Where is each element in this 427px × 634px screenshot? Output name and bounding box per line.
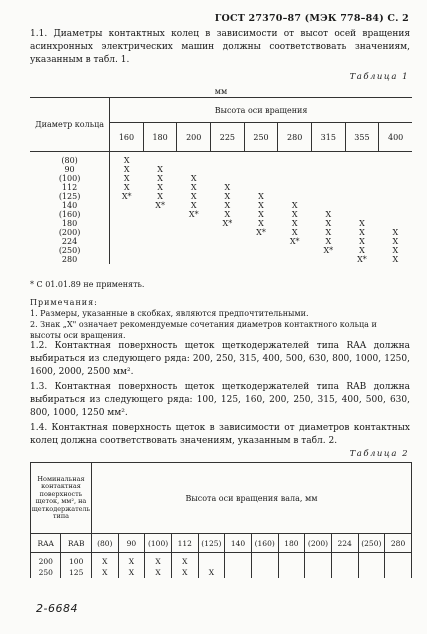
column-header: 400 [379, 123, 412, 152]
table-cell [143, 246, 177, 255]
table-cell: X [182, 557, 188, 566]
table-2-caption: Таблица 2 [349, 449, 409, 459]
table-cell [244, 183, 278, 192]
axis-height-header-2: Высота оси вращения вала, мм [91, 463, 411, 534]
table-cell [279, 556, 305, 567]
table-cell: X [392, 237, 399, 246]
table-cell [110, 255, 143, 264]
value-column [311, 152, 345, 265]
table-cell: X [325, 237, 332, 246]
table-cell [279, 567, 305, 578]
table-cell [278, 246, 312, 255]
table-cell [345, 174, 379, 183]
table-cell: X [182, 568, 188, 577]
raa-column [31, 553, 61, 579]
table-cell [311, 192, 345, 201]
column-header: 90 [118, 534, 145, 553]
column-header: 225 [211, 123, 245, 152]
table-cell: X [224, 192, 231, 201]
diameter-value: 90 [64, 165, 75, 174]
table-cell [143, 219, 177, 228]
table-cell [177, 237, 211, 246]
table-cell [110, 228, 143, 237]
value-column [385, 553, 412, 579]
table-cell [379, 219, 412, 228]
column-header: (250) [358, 534, 385, 553]
raa-value: 250 [38, 568, 53, 577]
table-cell [385, 556, 411, 567]
nominal-surface-header: Номинальная контактная поверхность щеток, мм², на щеткодержатель типа [31, 463, 92, 534]
table-cell: X [102, 568, 108, 577]
table-cell: X [291, 228, 298, 237]
table-cell [244, 246, 278, 255]
table-cell [252, 567, 278, 578]
table-cell [211, 156, 245, 165]
table-cell [359, 556, 385, 567]
value-column [171, 553, 198, 579]
table-cell [379, 210, 412, 219]
table-cell: X [123, 156, 130, 165]
table-cell [143, 156, 177, 165]
value-column [345, 152, 379, 265]
table-cell [278, 192, 312, 201]
diameter-value: 224 [61, 237, 78, 246]
table-cell [252, 556, 278, 567]
table-cell: X [258, 219, 264, 228]
column-header: 224 [331, 534, 358, 553]
table-cell: X [224, 201, 231, 210]
table-cell: X [190, 183, 197, 192]
value-column [278, 553, 305, 579]
table-cell [177, 246, 211, 255]
table-cell: X [157, 174, 163, 183]
diameter-header: Диаметр кольца [30, 98, 110, 152]
table-cell [211, 237, 245, 246]
table-cell: X [258, 201, 264, 210]
table-cell [143, 210, 177, 219]
rab-value: 125 [69, 568, 84, 577]
table-cell [332, 567, 358, 578]
table-cell: X [123, 183, 130, 192]
diameter-value: 140 [61, 201, 78, 210]
table-cell: X [392, 255, 399, 264]
table-cell: X [325, 219, 332, 228]
table-cell: X* [357, 255, 367, 264]
diameter-value: (160) [58, 210, 81, 219]
table-cell: X* [289, 237, 300, 246]
brush-type-header: RAA [31, 534, 61, 553]
table-cell [278, 255, 312, 264]
table-cell [379, 174, 412, 183]
table-cell [345, 156, 379, 165]
value-column [110, 152, 144, 265]
column-header: 355 [345, 123, 379, 152]
value-column [251, 553, 278, 579]
table-cell [345, 183, 379, 192]
table-cell: X [359, 246, 365, 255]
table-cell: X [190, 192, 197, 201]
value-column [145, 553, 172, 579]
paragraph-1-4: 1.4. Контактная поверхность щеток в зависимости от диаметров контактных колец должна соответствовать значениям, указанным в табл. 2. [30, 423, 410, 446]
diameter-value: (200) [58, 228, 81, 237]
raa-value: 200 [38, 557, 53, 566]
value-column [244, 152, 278, 265]
table-cell [244, 237, 278, 246]
table-cell: X* [323, 246, 334, 255]
table-cell [385, 567, 411, 578]
table-cell [110, 201, 143, 210]
column-header: 315 [311, 123, 345, 152]
table-cell [311, 255, 345, 264]
table-cell [305, 567, 331, 578]
table-cell: X [224, 183, 231, 192]
table-cell: X [208, 568, 215, 577]
diameter-value: (80) [61, 156, 78, 165]
diameter-value: (125) [58, 192, 81, 201]
table-cell [177, 156, 211, 165]
table-cell [177, 255, 211, 264]
table-cell: X* [256, 228, 266, 237]
rab-column [61, 553, 91, 579]
table-cell: X [128, 568, 135, 577]
table-cell [345, 210, 379, 219]
table-cell [311, 183, 345, 192]
table-cell [211, 246, 245, 255]
diameter-value: 280 [61, 255, 78, 264]
table-cell: X [392, 246, 399, 255]
table-cell [244, 165, 278, 174]
table-cell [332, 556, 358, 567]
value-column [198, 553, 225, 579]
table-cell [379, 165, 412, 174]
column-header: 180 [278, 534, 305, 553]
diameter-value: 112 [61, 183, 78, 192]
table-cell [211, 228, 245, 237]
table-cell [379, 201, 412, 210]
column-header: (125) [198, 534, 225, 553]
table-cell [177, 165, 211, 174]
table-cell [311, 174, 345, 183]
value-column [177, 152, 211, 265]
axis-height-header: Высота оси вращения [110, 98, 412, 123]
diameter-value: 180 [61, 219, 78, 228]
value-column [143, 152, 177, 265]
notes-title: Примечания: [30, 298, 98, 307]
value-column [225, 553, 252, 579]
value-column [305, 553, 332, 579]
table-cell [225, 556, 251, 567]
value-column [331, 553, 358, 579]
table-1 [30, 86, 412, 264]
value-column [358, 553, 385, 579]
table-cell [305, 556, 331, 567]
value-column [211, 152, 245, 265]
table-cell: X [325, 210, 332, 219]
table-cell: X* [222, 219, 233, 228]
column-header: 140 [225, 534, 252, 553]
table-cell: X [157, 183, 163, 192]
table-cell [345, 165, 379, 174]
paragraph-1-3: 1.3. Контактная поверхность щеток щеткодержателей типа RAB должна выбираться из следующего ряда: 100, 125, 160, 200, 250, 315, 400, 500, 630, 800, 1000, 1250 мм². [30, 382, 410, 418]
table-cell [110, 210, 143, 219]
column-header: 250 [244, 123, 278, 152]
rab-value: 100 [69, 557, 84, 566]
table-cell: X* [121, 192, 132, 201]
table-cell [311, 156, 345, 165]
table-cell: X [155, 568, 161, 577]
table-cell: X [224, 210, 231, 219]
table-cell: X* [188, 210, 199, 219]
table-cell: X [359, 237, 365, 246]
table-cell [278, 183, 312, 192]
table-cell: X [258, 210, 264, 219]
table-cell [379, 183, 412, 192]
table-cell: X [190, 201, 197, 210]
table-cell: X [359, 219, 365, 228]
table-cell [345, 192, 379, 201]
table-2 [30, 462, 412, 578]
table-cell: X [123, 174, 130, 183]
table-cell: X [157, 165, 163, 174]
column-header: 180 [143, 123, 177, 152]
table-cell [177, 219, 211, 228]
paragraph-1-2: 1.2. Контактная поверхность щеток щеткодержателей типа RAA должна выбираться из следующего ряда: 200, 250, 315, 400, 500, 630, 800, 1000, 1250, 1600, 2000, 2500 мм². [30, 341, 410, 377]
table-cell: X [291, 219, 298, 228]
table-cell [379, 192, 412, 201]
table-cell [211, 165, 245, 174]
table-cell [110, 237, 143, 246]
column-header: (160) [251, 534, 278, 553]
table-cell [278, 156, 312, 165]
table-cell [311, 201, 345, 210]
table-cell [177, 228, 211, 237]
table-1-unit: мм [30, 86, 412, 98]
column-header: (100) [145, 534, 172, 553]
diameter-value: (250) [58, 246, 81, 255]
column-header: 280 [385, 534, 412, 553]
value-column [91, 553, 118, 579]
column-header: 280 [278, 123, 312, 152]
table-cell [244, 255, 278, 264]
table-cell [211, 255, 245, 264]
table-cell: X [392, 228, 399, 237]
table-cell: X [291, 210, 298, 219]
table-cell [110, 246, 143, 255]
table-cell: X [128, 557, 135, 566]
table-1-caption: Таблица 1 [349, 72, 409, 82]
table-cell: X [123, 165, 130, 174]
table-cell [143, 237, 177, 246]
note-2: 2. Знак „X" означает рекомендуемые сочетания диаметров контактного кольца и высоты оси вращения. [30, 320, 377, 340]
table-cell: X [157, 192, 163, 201]
table-cell: X [190, 174, 197, 183]
column-header: (200) [305, 534, 332, 553]
column-header: 160 [110, 123, 144, 152]
table-cell: X [291, 201, 298, 210]
table-cell [278, 174, 312, 183]
table-cell [345, 201, 379, 210]
paragraph-1-1: 1.1. Диаметры контактных колец в зависимости от высот осей вращения асинхронных электрических машин должны соответствовать значениям, указанным в табл. 1. [30, 29, 410, 65]
value-column [379, 152, 412, 265]
table-cell [244, 156, 278, 165]
table-cell [211, 174, 245, 183]
table-cell: X [102, 557, 108, 566]
table-cell [278, 165, 312, 174]
column-header: 200 [177, 123, 211, 152]
table-cell [311, 165, 345, 174]
table-cell: X [155, 557, 161, 566]
table-cell [199, 556, 225, 567]
note-1: 1. Размеры, указанные в скобках, являются предпочтительными. [30, 309, 309, 318]
table-cell: X [325, 228, 332, 237]
table-cell [110, 219, 143, 228]
table-cell [359, 567, 385, 578]
table-cell: X [258, 192, 264, 201]
table-cell [143, 255, 177, 264]
brush-type-header: RAB [61, 534, 91, 553]
table-cell: X* [155, 201, 165, 210]
footnote: * С 01.01.89 не применять. [30, 280, 145, 289]
table-cell [143, 228, 177, 237]
value-column [118, 553, 145, 579]
table-cell [244, 174, 278, 183]
diameter-value: (100) [58, 174, 81, 183]
diameter-column [30, 152, 110, 265]
table-cell: X [359, 228, 365, 237]
column-header: (80) [91, 534, 118, 553]
handwritten-mark: 2-6684 [36, 602, 78, 615]
table-cell [379, 156, 412, 165]
table-cell [225, 567, 251, 578]
page-header: ГОСТ 27370–87 (МЭК 778–84) С. 2 [214, 13, 409, 24]
column-header: 112 [171, 534, 198, 553]
value-column [278, 152, 312, 265]
